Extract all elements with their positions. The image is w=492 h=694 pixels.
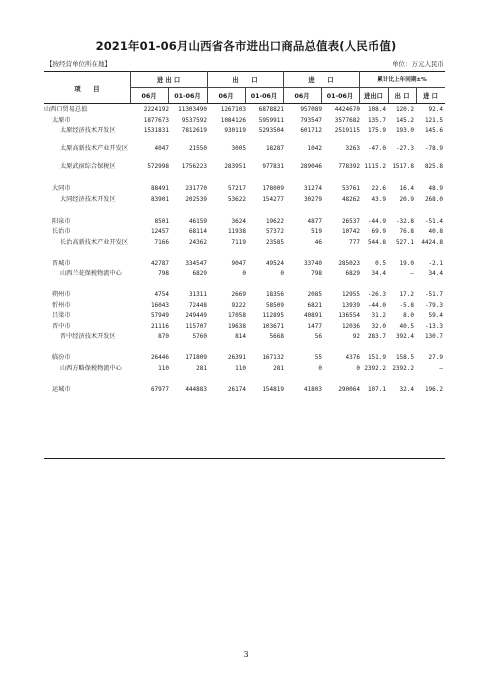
row-value: 46159 — [188, 217, 207, 225]
row-value: 112895 — [262, 312, 284, 319]
row-label: 阳泉市 — [52, 217, 71, 225]
header-mid-rule — [130, 87, 445, 88]
header-group-export: 出 口 — [232, 77, 258, 84]
row-label: 山西兰花保税物流中心 — [60, 270, 122, 277]
row-value: 4047 — [154, 145, 169, 152]
row-value: 3577682 — [334, 116, 360, 124]
row-value: 2085 — [307, 291, 322, 298]
row-value: 12955 — [341, 291, 360, 298]
row-value: 930119 — [224, 127, 246, 134]
row-value: 158.5 — [395, 354, 414, 361]
table-row — [44, 353, 445, 364]
row-value: 572998 — [147, 163, 169, 170]
row-label: 长治高新技术产业开发区 — [60, 238, 129, 246]
table-bottom-rule — [44, 458, 445, 459]
row-value: 9222 — [231, 301, 246, 309]
row-value: 2392.2 — [392, 364, 414, 372]
row-value: -26.3 — [367, 291, 386, 298]
row-value: 5760 — [192, 333, 207, 340]
row-value: 21550 — [188, 145, 207, 152]
row-value: 281 — [196, 364, 207, 372]
row-value: -2.1 — [428, 259, 443, 267]
header-col: 出 口 — [394, 93, 410, 100]
row-value: 334547 — [185, 259, 207, 267]
table-row — [44, 195, 445, 213]
row-value: 22.6 — [371, 185, 386, 192]
row-value: 814 — [235, 333, 246, 340]
row-value: 171809 — [185, 354, 207, 361]
row-value: -13.3 — [424, 322, 443, 330]
row-value: 57372 — [265, 228, 284, 235]
row-value: 120.2 — [395, 106, 414, 113]
row-value: 268.0 — [424, 195, 443, 203]
row-value: 115707 — [185, 322, 207, 330]
row-value: 1477 — [307, 322, 322, 330]
row-value: 4376 — [345, 354, 360, 361]
row-value: 40.5 — [399, 322, 414, 330]
row-value: 777 — [349, 238, 360, 246]
table-row — [44, 301, 445, 312]
row-value: 88491 — [150, 185, 169, 192]
row-value: 16043 — [150, 301, 169, 309]
row-value: 283951 — [224, 163, 246, 170]
row-label: 吕梁市 — [52, 312, 71, 319]
row-value: 5293504 — [258, 127, 284, 134]
table-row — [44, 238, 445, 256]
row-label: 长治市 — [52, 228, 71, 235]
row-value: 11938 — [227, 228, 246, 235]
header-item: 项 目 — [74, 86, 100, 93]
row-value: 0 — [318, 364, 322, 372]
row-value: -47.0 — [367, 145, 386, 152]
row-value: 53761 — [341, 185, 360, 192]
header-group-total: 进 出 口 — [156, 77, 181, 84]
row-value: 4424670 — [334, 106, 360, 113]
row-value: 6829 — [345, 270, 360, 277]
row-value: 6878821 — [258, 106, 284, 113]
row-value: 34.4 — [371, 270, 386, 277]
table-row — [44, 184, 445, 195]
row-value: 167132 — [262, 354, 284, 361]
row-value: 67977 — [150, 385, 169, 393]
unit-note: 单位：万元人民币 — [392, 60, 444, 68]
row-value: 6821 — [307, 301, 322, 309]
row-value: 26391 — [227, 354, 246, 361]
row-value: 33740 — [303, 259, 322, 267]
row-value: 30279 — [303, 195, 322, 203]
row-label: 临汾市 — [52, 354, 71, 361]
row-value: 49524 — [265, 259, 284, 267]
row-value: 283.7 — [367, 333, 386, 340]
row-value: 1517.8 — [392, 163, 414, 170]
row-value: — — [439, 364, 443, 372]
row-value: 46 — [314, 238, 322, 246]
row-value: 103671 — [262, 322, 284, 330]
table-top-rule — [44, 71, 445, 72]
row-value: 12457 — [150, 228, 169, 235]
row-value: -79.3 — [424, 301, 443, 309]
row-value: 196.2 — [424, 385, 443, 393]
row-label: 大同市 — [52, 185, 71, 192]
row-value: 59.4 — [428, 312, 443, 319]
row-value: 392.4 — [395, 333, 414, 340]
row-value: 154277 — [262, 195, 284, 203]
row-value: 0 — [242, 270, 246, 277]
row-value: 193.0 — [395, 127, 414, 134]
row-value: 43.9 — [371, 195, 386, 203]
row-value: 4877 — [307, 217, 322, 225]
row-value: 41803 — [303, 385, 322, 393]
row-value: -78.9 — [424, 145, 443, 152]
row-value: 34.4 — [428, 270, 443, 277]
header-col: 06月 — [218, 93, 234, 100]
row-value: 778392 — [338, 163, 360, 170]
row-label: 朔州市 — [52, 291, 71, 298]
row-value: 27.9 — [428, 354, 443, 361]
row-value: 154819 — [262, 385, 284, 393]
row-value: 58509 — [265, 301, 284, 309]
row-value: 55 — [314, 354, 322, 361]
row-value: 13939 — [341, 301, 360, 309]
row-value: 16.4 — [399, 185, 414, 192]
row-value: 519 — [311, 228, 322, 235]
table-row — [44, 290, 445, 301]
header-col: 01-06月 — [174, 93, 201, 100]
row-value: 8.0 — [403, 312, 414, 319]
row-value: 121.5 — [424, 116, 443, 124]
row-value: 1756223 — [181, 163, 207, 170]
row-value: 20.9 — [399, 195, 414, 203]
row-value: 178009 — [262, 185, 284, 192]
row-label: 晋城市 — [52, 259, 71, 267]
row-value: 1531831 — [143, 127, 169, 134]
table-row — [44, 116, 445, 127]
row-value: 793547 — [300, 116, 322, 124]
table-row — [44, 269, 445, 287]
row-value: 83901 — [150, 195, 169, 203]
table-row — [44, 227, 445, 238]
row-value: 57217 — [227, 185, 246, 192]
row-value: 135.7 — [367, 116, 386, 124]
row-label: 太原武宿综合保税区 — [60, 163, 116, 170]
row-label: 运城市 — [52, 385, 71, 393]
table-row — [44, 105, 445, 116]
row-value: — — [410, 270, 414, 277]
header-bottom-rule — [44, 103, 445, 104]
row-value: -5.8 — [399, 301, 414, 309]
table-row — [44, 322, 445, 333]
table-row — [44, 144, 445, 162]
row-label: 晋中经济技术开发区 — [60, 333, 116, 340]
row-value: 7119 — [231, 238, 246, 246]
row-value: -32.8 — [395, 217, 414, 225]
row-value: 289046 — [300, 163, 322, 170]
row-value: 19638 — [227, 322, 246, 330]
row-value: 3263 — [345, 145, 360, 152]
table-row — [44, 385, 445, 396]
row-value: 870 — [158, 333, 169, 340]
header-col: 进 口 — [423, 93, 438, 100]
table-row — [44, 311, 445, 322]
report-title: 2021年01-06月山西省各市进出口商品总值表(人民币值) — [95, 39, 397, 53]
row-value: 7812619 — [181, 127, 207, 134]
row-value: 136554 — [338, 312, 360, 319]
row-label: 山西方略保税物流中心 — [60, 364, 122, 372]
row-label: 太原高新技术产业开发区 — [60, 145, 129, 152]
page-number: 3 — [243, 650, 249, 659]
basis-note: 【按经营单位所在地】 — [46, 60, 111, 68]
row-value: 5959911 — [258, 116, 284, 124]
row-label: 山西口贸易总值 — [44, 106, 88, 113]
row-value: 281 — [273, 364, 284, 372]
row-value: 5668 — [269, 333, 284, 340]
row-value: 31311 — [188, 291, 207, 298]
row-value: 7166 — [154, 238, 169, 246]
row-value: 31.2 — [371, 312, 386, 319]
row-value: 601712 — [300, 127, 322, 134]
row-label: 晋中市 — [52, 322, 71, 330]
row-value: 110 — [158, 364, 169, 372]
row-value: 76.8 — [399, 228, 414, 235]
row-value: 977831 — [262, 163, 284, 170]
row-value: 69.9 — [371, 228, 386, 235]
row-value: 0 — [280, 270, 284, 277]
table-row — [44, 162, 445, 180]
row-value: 1042 — [307, 145, 322, 152]
row-value: 2224192 — [143, 106, 169, 113]
row-value: 0 — [356, 364, 360, 372]
row-value: 1084126 — [220, 116, 246, 124]
row-value: 145.2 — [395, 116, 414, 124]
row-value: -44.9 — [367, 217, 386, 225]
header-col: 01-06月 — [250, 93, 278, 100]
row-value: 145.6 — [424, 127, 443, 134]
row-value: 231770 — [185, 185, 207, 192]
row-value: 249449 — [185, 312, 207, 319]
row-value: -51.7 — [424, 291, 443, 298]
row-value: 285023 — [338, 259, 360, 267]
row-value: 53622 — [227, 195, 246, 203]
row-value: 9537592 — [181, 116, 207, 124]
row-value: 18356 — [265, 291, 284, 298]
row-value: 202539 — [185, 195, 207, 203]
row-value: 2392.2 — [364, 364, 386, 372]
header-col: 06月 — [141, 93, 157, 100]
row-value: 4754 — [154, 291, 169, 298]
row-value: 17058 — [227, 312, 246, 319]
row-value: 8501 — [154, 217, 169, 225]
row-value: 544.8 — [367, 238, 386, 246]
row-value: 23585 — [265, 238, 284, 246]
row-value: 92.4 — [428, 106, 443, 113]
row-value: 48.9 — [428, 185, 443, 192]
row-value: 1115.2 — [364, 163, 386, 170]
row-value: 4424.8 — [421, 238, 443, 246]
row-value: 444883 — [185, 385, 207, 393]
row-value: 110 — [235, 364, 246, 372]
row-value: 11303490 — [178, 106, 207, 113]
row-value: 1877673 — [143, 116, 169, 124]
row-value: 151.9 — [367, 354, 386, 361]
header-group-yoy: 累计比上年同期±% — [377, 77, 427, 83]
row-value: 56 — [314, 333, 322, 340]
row-value: 68114 — [188, 228, 207, 235]
row-value: 21116 — [150, 322, 169, 330]
header-col: 01-06月 — [326, 93, 354, 100]
row-value: 48262 — [341, 195, 360, 203]
row-value: 26537 — [341, 217, 360, 225]
row-value: -27.3 — [395, 145, 414, 152]
row-value: 18287 — [265, 145, 284, 152]
row-value: -44.0 — [367, 301, 386, 309]
row-value: 24362 — [188, 238, 207, 246]
row-value: 32.0 — [371, 322, 386, 330]
row-value: 6829 — [192, 270, 207, 277]
row-value: 108.4 — [367, 106, 386, 113]
table-row — [44, 126, 445, 144]
row-value: 290064 — [338, 385, 360, 393]
row-value: 527.1 — [395, 238, 414, 246]
row-value: 12036 — [341, 322, 360, 330]
row-value: 40.8 — [428, 228, 443, 235]
row-value: 19622 — [265, 217, 284, 225]
row-value: 798 — [158, 270, 169, 277]
row-value: 107.1 — [367, 385, 386, 393]
row-value: 26174 — [227, 385, 246, 393]
row-label: 忻州市 — [52, 301, 71, 309]
row-value: 1267103 — [220, 106, 246, 113]
row-value: 32.4 — [399, 385, 414, 393]
row-value: 42787 — [150, 259, 169, 267]
row-value: 3005 — [231, 145, 246, 152]
row-value: 17.2 — [399, 291, 414, 298]
row-label: 太原经济技术开发区 — [60, 127, 116, 134]
row-value: 10742 — [341, 228, 360, 235]
row-value: 57949 — [150, 312, 169, 319]
table-row — [44, 364, 445, 382]
row-value: 3624 — [231, 217, 246, 225]
row-value: 130.7 — [424, 333, 443, 340]
row-value: 2669 — [231, 291, 246, 298]
row-value: 72448 — [188, 301, 207, 309]
row-value: 40891 — [303, 312, 322, 319]
row-value: 175.9 — [367, 127, 386, 134]
table-row — [44, 217, 445, 228]
header-col: 06月 — [294, 93, 310, 100]
header-col: 进出口 — [364, 93, 383, 100]
row-value: 957089 — [300, 106, 322, 113]
row-value: 92 — [352, 333, 360, 340]
row-value: 9047 — [231, 259, 246, 267]
row-value: 798 — [311, 270, 322, 277]
table-row — [44, 259, 445, 270]
row-value: 2519115 — [334, 127, 360, 134]
row-value: 825.8 — [424, 163, 443, 170]
row-value: -51.4 — [424, 217, 443, 225]
row-value: 0.5 — [375, 259, 386, 267]
row-value: 26446 — [150, 354, 169, 361]
row-label: 太原市 — [52, 116, 71, 124]
row-value: 19.0 — [399, 259, 414, 267]
row-value: 31274 — [303, 185, 322, 192]
table-row — [44, 332, 445, 350]
row-label: 大同经济技术开发区 — [60, 195, 116, 203]
header-group-import: 进 口 — [308, 77, 334, 84]
